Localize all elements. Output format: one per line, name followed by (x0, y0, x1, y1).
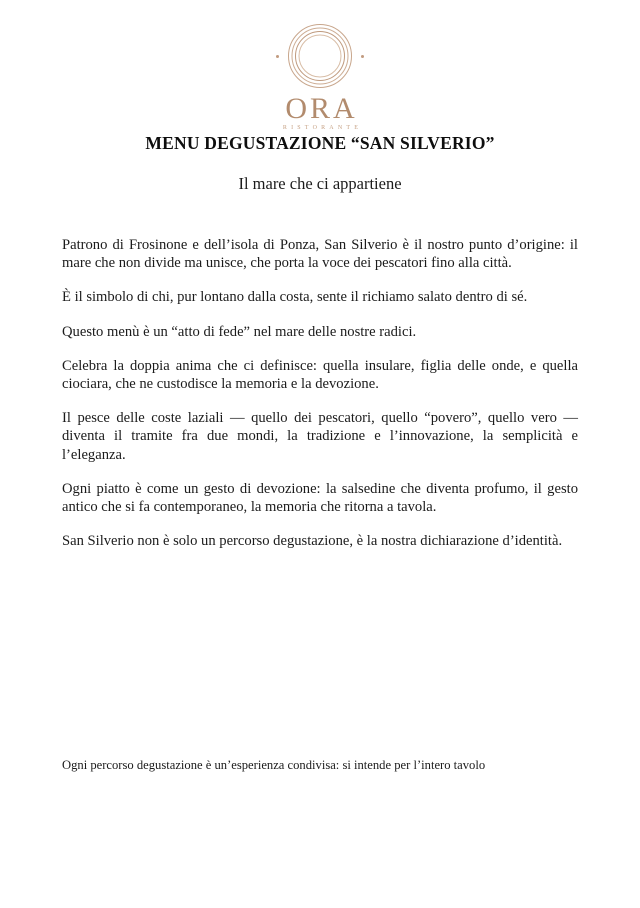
body-paragraph: San Silverio non è solo un percorso degustazione, è la nostra dichiarazione d’identità. (62, 533, 563, 550)
ora-logo-icon (265, 20, 375, 92)
body-paragraph: Celebra la doppia anima che ci definisce: quella insulare, figlia delle onde, e quella ciociara, che ne custodisce la memoria e la devozione. (62, 357, 578, 393)
body-paragraph: Ogni piatto è come un gesto di devozione: la salsedine che diventa profumo, il gesto antico che si fa contemporaneo, la memoria che ritorna a tavola. (62, 480, 578, 516)
page-title: MENU DEGUSTAZIONE “SAN SILVERIO” (145, 133, 495, 153)
body-paragraph: È il simbolo di chi, pur lontano dalla costa, sente il richiamo salato dentro di sé. (62, 289, 528, 306)
body-paragraph: Questo menù è un “atto di fede” nel mare delle nostre radici. (62, 323, 417, 340)
body-paragraph: Il pesce delle coste laziali — quello dei pescatori, quello “povero”, quello vero — diventa il tramite fra due mondi, la tradizione e l’innovazione, la semplicità e l’eleganza. (62, 410, 578, 463)
body-paragraph: Patrono di Frosinone e dell’isola di Ponza, San Silverio è il nostro punto d’origine: il mare che non divide ma unisce, che porta la voce dei pescatori fino alla città. (62, 237, 578, 272)
logo-dot-right-icon (361, 55, 364, 58)
logo-dot-left-icon (276, 55, 279, 58)
body-copy (62, 236, 578, 550)
logo-ring-inner (299, 35, 342, 78)
footer-note: Ogni percorso degustazione è un’esperienza condivisa: si intende per l’intero tavolo (62, 758, 486, 772)
brand-tagline: RISTORANTE (282, 125, 363, 131)
brand-wordmark: ORA (285, 92, 358, 125)
brand-header (0, 20, 640, 131)
page-subtitle: Il mare che ci appartiene (238, 174, 402, 193)
